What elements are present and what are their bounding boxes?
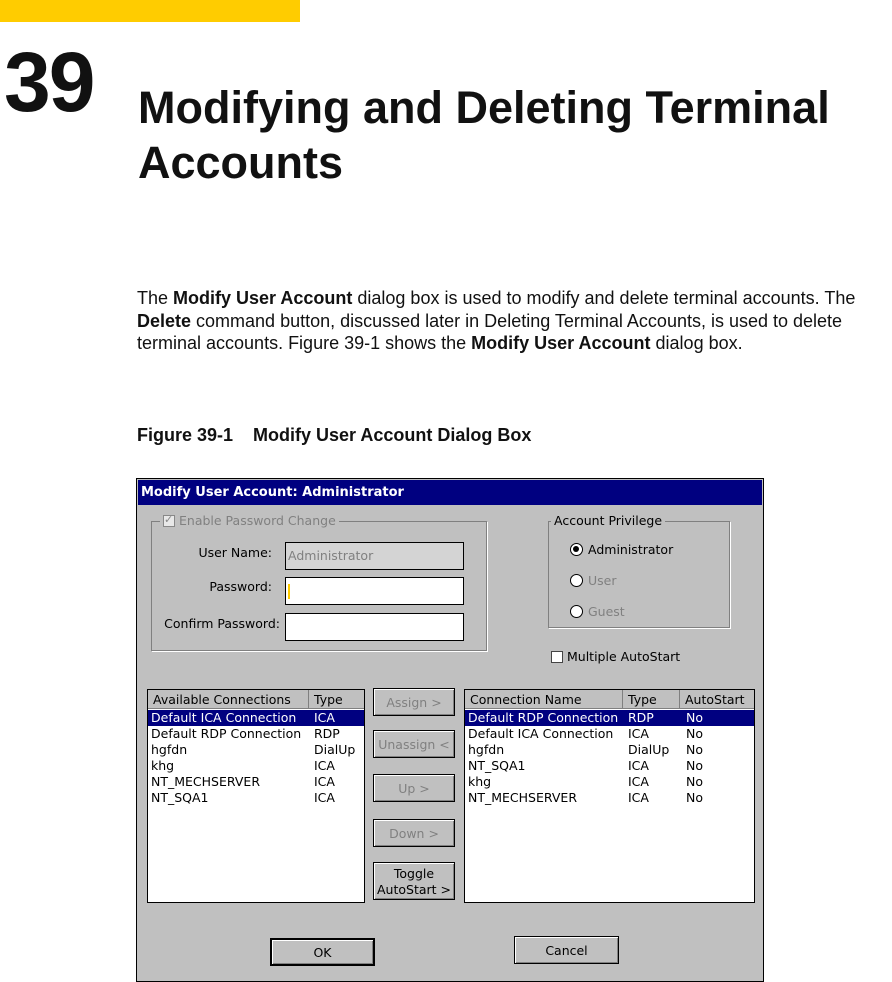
chapter-title <box>138 80 892 190</box>
list-cell: Default ICA Connection <box>468 726 614 741</box>
list-cell: No <box>686 726 703 741</box>
connection-name-header[interactable]: Connection Name <box>465 690 623 709</box>
list-item[interactable] <box>465 710 754 726</box>
para-text: dialog box. <box>650 333 743 353</box>
account-privilege-legend: Account Privilege <box>551 513 665 528</box>
checkbox-icon <box>551 651 563 663</box>
list-cell: No <box>686 710 703 725</box>
list-cell: ICA <box>628 726 649 741</box>
up-button[interactable]: Up > <box>373 774 455 802</box>
available-type-header[interactable]: Type <box>309 690 365 709</box>
radio-selected-icon <box>570 543 583 556</box>
list-item[interactable] <box>465 758 754 774</box>
list-cell: Default RDP Connection <box>468 710 619 725</box>
enable-password-change-checkbox[interactable] <box>160 513 339 528</box>
dialog-title: Modify User Account: Administrator <box>138 480 762 505</box>
list-item[interactable] <box>465 790 754 806</box>
list-item[interactable] <box>148 790 364 806</box>
list-cell: khg <box>468 774 492 789</box>
list-cell: ICA <box>628 790 649 805</box>
list-cell: Default RDP Connection <box>151 726 302 741</box>
list-cell: NT_MECHSERVER <box>151 774 261 789</box>
chapter-title-line-1: Modifying and Deleting Terminal <box>138 82 830 133</box>
text-caret <box>288 584 290 599</box>
figure-title: Modify User Account Dialog Box <box>253 425 532 445</box>
unassign-button[interactable]: Unassign < <box>373 730 455 758</box>
assigned-connections-list[interactable] <box>464 689 755 903</box>
list-cell: DialUp <box>314 742 356 757</box>
list-item[interactable] <box>465 774 754 790</box>
para-text: command button, discussed later in Deleting Terminal Accounts, is used to delete terminal accounts. Figure 39-1 shows the <box>137 310 843 353</box>
list-cell: ICA <box>314 758 335 773</box>
list-cell: NT_SQA1 <box>151 790 209 805</box>
list-item[interactable] <box>465 726 754 742</box>
list-item[interactable] <box>148 710 364 726</box>
list-item[interactable] <box>148 726 364 742</box>
radio-user-label: User <box>588 573 617 588</box>
list-cell: No <box>686 758 703 773</box>
list-cell: ICA <box>628 774 649 789</box>
multiple-autostart-label: Multiple AutoStart <box>567 649 681 664</box>
para-bold: Delete <box>137 310 192 331</box>
multiple-autostart-checkbox[interactable] <box>551 649 680 664</box>
down-button[interactable]: Down > <box>373 819 455 847</box>
radio-icon <box>570 574 583 587</box>
list-cell: DialUp <box>628 742 670 757</box>
list-cell: ICA <box>314 774 335 789</box>
checkbox-icon: ✓ <box>164 513 174 526</box>
chapter-number: 39 <box>4 35 94 129</box>
radio-icon <box>570 605 583 618</box>
password-label: Password: <box>209 579 272 594</box>
confirm-password-field[interactable] <box>285 613 464 641</box>
list-cell: hgfdn <box>151 742 188 757</box>
assign-button[interactable]: Assign > <box>373 688 455 716</box>
list-item[interactable] <box>148 742 364 758</box>
available-connections-list[interactable] <box>147 689 365 903</box>
list-cell: ICA <box>314 790 335 805</box>
para-bold: Modify User Account <box>471 333 651 353</box>
cancel-button[interactable]: Cancel <box>514 936 619 964</box>
list-item[interactable] <box>148 758 364 774</box>
list-cell: NT_SQA1 <box>468 758 526 773</box>
list-cell: NT_MECHSERVER <box>468 790 578 805</box>
toggle-line-1: Toggle <box>393 866 435 881</box>
chapter-accent-bar <box>0 0 300 22</box>
figure-label: Figure 39-1 <box>137 425 234 445</box>
list-cell: No <box>686 742 703 757</box>
para-text: The <box>137 288 174 308</box>
user-name-label: User Name: <box>198 545 272 560</box>
toggle-line-2: AutoStart > <box>376 882 451 897</box>
confirm-password-label: Confirm Password: <box>164 616 280 631</box>
list-cell: hgfdn <box>468 742 505 757</box>
radio-guest[interactable] <box>570 604 625 619</box>
list-item[interactable] <box>148 774 364 790</box>
list-cell: No <box>686 774 703 789</box>
list-cell: No <box>686 790 703 805</box>
user-name-field[interactable]: Administrator <box>285 542 464 570</box>
list-cell: Default ICA Connection <box>151 710 297 725</box>
ok-button[interactable]: OK <box>270 938 375 966</box>
radio-administrator[interactable] <box>570 542 673 557</box>
assigned-type-header[interactable]: Type <box>623 690 680 709</box>
para-bold: Modify User Account <box>173 288 353 308</box>
chapter-title-line-2: Accounts <box>138 137 344 188</box>
available-connections-header[interactable]: Available Connections <box>148 690 309 709</box>
modify-user-account-dialog <box>136 478 764 982</box>
radio-guest-label: Guest <box>588 604 625 619</box>
list-cell: khg <box>151 758 175 773</box>
list-cell: RDP <box>314 726 340 741</box>
autostart-header[interactable]: AutoStart <box>680 690 755 709</box>
enable-password-change-label: Enable Password Change <box>179 513 336 528</box>
list-cell: ICA <box>628 758 649 773</box>
list-item[interactable] <box>465 742 754 758</box>
list-cell: RDP <box>628 710 654 725</box>
radio-user[interactable] <box>570 573 617 588</box>
toggle-autostart-button[interactable] <box>373 862 455 900</box>
intro-paragraph <box>137 287 892 355</box>
list-cell: ICA <box>314 710 335 725</box>
figure-caption <box>137 425 531 446</box>
para-text: dialog box is used to modify and delete terminal accounts. The <box>352 288 856 308</box>
password-field[interactable] <box>285 577 464 605</box>
radio-administrator-label: Administrator <box>588 542 674 557</box>
